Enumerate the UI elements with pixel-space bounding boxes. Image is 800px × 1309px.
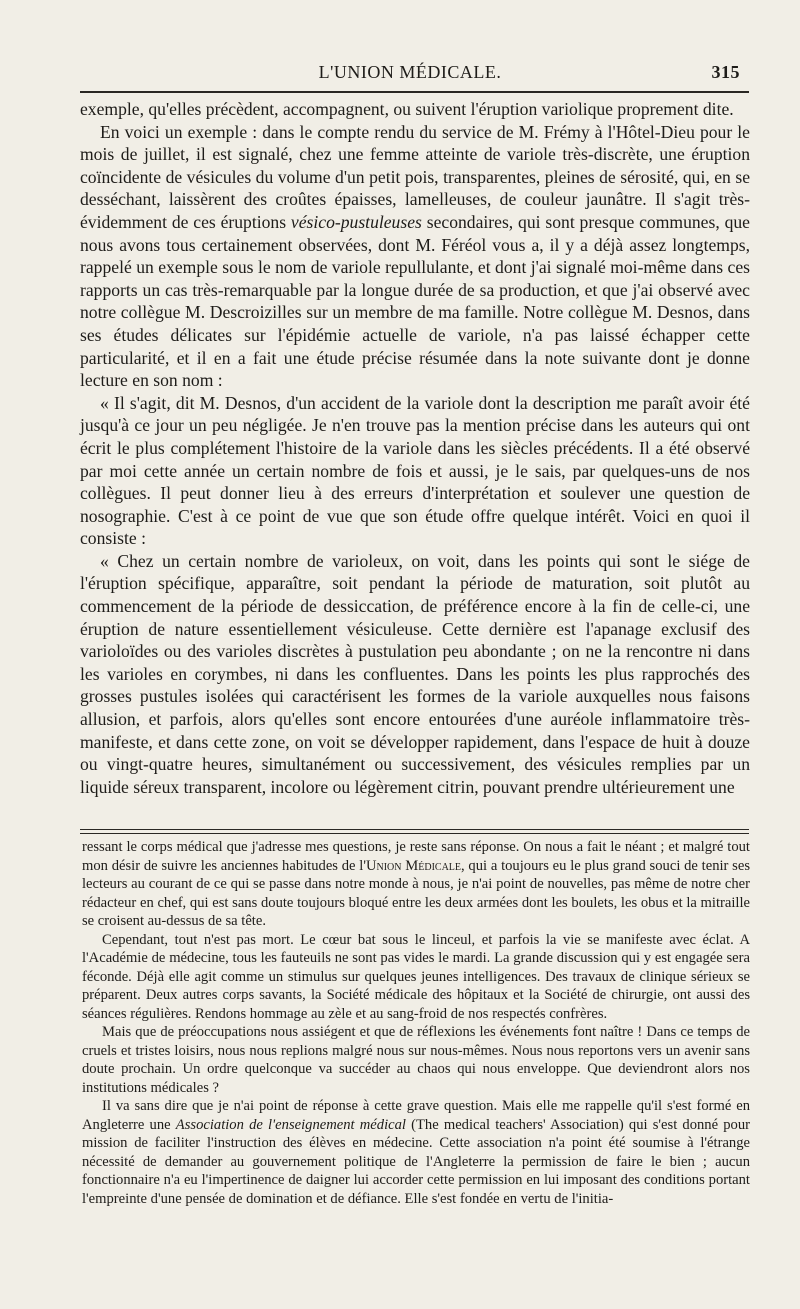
footnote-rule — [80, 829, 749, 830]
footnote-rule-thin — [80, 833, 749, 834]
main-text — [80, 98, 750, 798]
page-number: 315 — [711, 62, 740, 82]
paragraph-1: exemple, qu'elles précèdent, accompagnent, ou suivent l'éruption variolique proprement dite. — [80, 99, 734, 119]
note-paragraph-2: Cependant, tout n'est pas mort. Le cœur bat sous le linceul, et parfois la vie se manifeste avec éclat. A l'Académie de médecine, tous les fauteuils ne sont pas vides le mardi. La grande discussion qui y est engagée sera féconde. Déjà elle agit comme un stimulus sur quelques jeunes intelligences. Des travaux de clinique sérieux se préparent. Deux autres corps savants, la Société médicale des hôpitaux et la Société de chirurgie, ont aussi des séances régulières. Rendons hommage au zèle et au sang-froid de nos respectés confrères. — [82, 931, 750, 1022]
running-title: L'UNION MÉDICALE. — [318, 62, 502, 82]
paragraph-4: « Chez un certain nombre de varioleux, on voit, dans les points qui sont le siége de l'éruption spécifique, apparaître, soit pendant la période de maturation, soit plutôt au commencement de la période de dessiccation, de préférence encore à la fin de celle-ci, une éruption de nature essentiellement vésiculeuse. Cette dernière est l'apanage exclusif des varioloïdes ou des varioles discrètes à pustulation peu abondante ; on ne la rencontre ni dans les varioles en corymbes, ni dans les confluentes. Dans les points les plus rapprochés des grosses pustules isolées qui caractérisent les formes de la variole auxquelles nous faisons allusion, et parfois, alors qu'elles sont encore entourées d'une auréole inflammatoire très-manifeste, et dans cette zone, on voit se développer rapidement, dans l'espace de huit à douze ou vingt-quatre heures, simultanément ou successivement, des vésicules remplies par un liquide séreux transparent, incolore ou légèrement citrin, pouvant prendre ultérieurement une — [80, 550, 750, 797]
paragraph-2 — [80, 121, 750, 392]
paragraph-2-text-a: En voici un exemple : dans le compte rendu du service de M. Frémy à l'Hôtel-Dieu pour le mois de juillet, il est signalé, chez une femme atteinte de variole très-discrète, une éruption coïncidente de vésicules du volume d'un petit pois, transparentes, pleines de sérosité, qui, en se desséchant, laissèrent des croûtes épaisses, lamelleuses, de couleur jaunâtre. Il s'agit très-évidemment de ces éruptions — [80, 121, 750, 232]
paragraph-2-text-b: secondaires, qui sont presque communes, que nous avons tous certainement observées, dont M. Féréol vous a, il y a déjà assez longtemps, rappelé un exemple sous le nom de variole repullulante, et dont j'ai signalé moi-même dans ces rapports un cas très-remarquable par la longue durée de sa production, et que j'ai observé avec notre collègue M. Descroizilles sur un membre de ma famille. Notre collègue M. Desnos, dans ses études délicates sur l'épidémie actuelle de variole, n'a pas laissé échapper cette particularité, et il en a fait une étude précise résumée dans la note suivante dont je donne lecture en son nom : — [80, 211, 750, 391]
note-paragraph-3: Mais que de préoccupations nous assiégent et que de réflexions les événements font naître ! Dans ce temps de cruels et tristes loisirs, nous nous replions malgré nous sur nous-mêmes. Nous nous reportons vers un avenir sans doute prochain. Un ordre quelconque va succéder au chaos qui nous enveloppe. Que deviendront alors nos institutions médicales ? — [82, 1024, 750, 1096]
note-4-text-b: (The medical teachers' Association) qui s'est donné pour mission de faciliter l'instruction des élèves en médecine. Cette association n'a point été soumise à l'étrange nécessité de demander au gouvernement politique de l'Angleterre la permission de faire le bien ; aucun fonctionnaire n'a eu l'impertinence de daigner lui accorder cette permission en lui imposant des conditions portant l'empreinte d'une pensée de domination et de défiance. Elle s'est fondée en vertu de l'initia- — [82, 1116, 750, 1207]
note-1-text-b: , qui a toujours eu le plus grand souci de tenir ses lecteurs au courant de ce qui se passe dans notre monde à nous, je n'ai point de nouvelles, pas même de notre cher rédacteur en chef, qui est sans doute toujours bloqué entre les deux armées dont les boulets, les obus et la mitraille se croisent au-dessus de sa tête. — [82, 857, 750, 929]
note-paragraph-1 — [82, 838, 750, 931]
page-header — [80, 62, 740, 88]
note-1-journal-name: Union Médicale — [365, 857, 462, 874]
feuilleton-text — [82, 838, 750, 1208]
paragraph-3: « Il s'agit, dit M. Desnos, d'un accident de la variole dont la description me paraît avoir été jusqu'à ce jour un peu négligée. Je n'en trouve pas la mention précise dans les auteurs qui ont écrit le plus complétement l'histoire de la variole dans les siècles précédents. Il a été observé par moi cette année un certain nombre de fois et aussi, je le sais, par quelques-uns de nos collègues. Il peut donner lieu à des erreurs d'interprétation et soulever une question de nosographie. C'est à ce point de vue que son étude offre quelque intérêt. Voici en quoi il consiste : — [80, 392, 750, 549]
paragraph-2-italic: vésico-pustuleuses — [290, 211, 422, 232]
header-rule — [80, 91, 749, 93]
note-4-text-a: Il va sans dire que je n'ai point de réponse à cette grave question. Mais elle me rappelle qu'il s'est formé en Angleterre une — [82, 1098, 750, 1133]
note-paragraph-4 — [82, 1097, 750, 1208]
note-1-text-a: ressant le corps médical que j'adresse mes questions, je reste sans réponse. On nous a fait le néant ; et malgré tout mon désir de suivre les anciennes habitudes de l' — [82, 839, 750, 874]
note-4-italic: Association de l'enseignement médical — [175, 1116, 406, 1133]
